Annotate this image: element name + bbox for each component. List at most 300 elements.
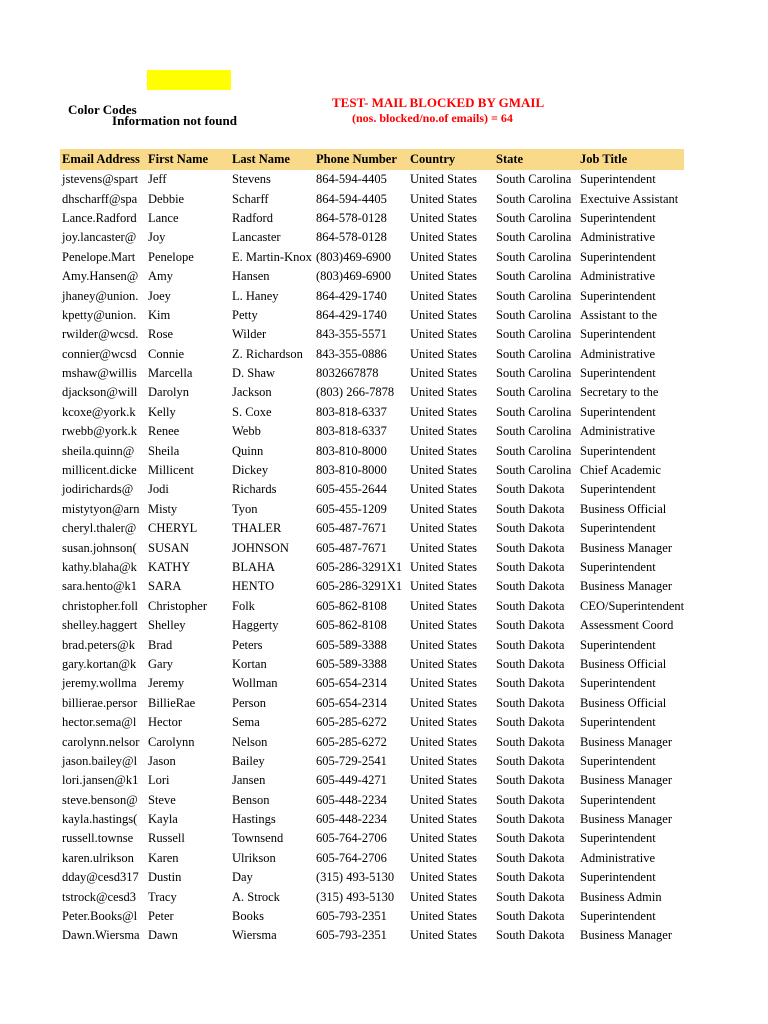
first-name-cell[interactable]: Jeremy	[148, 676, 185, 691]
country-cell[interactable]: United States	[410, 482, 478, 497]
last-name-cell[interactable]: Lancaster	[232, 230, 281, 245]
job-title-cell[interactable]: Business Manager	[580, 928, 672, 943]
last-name-cell[interactable]: Z. Richardson	[232, 346, 303, 361]
email-cell[interactable]: jstevens@spart	[62, 172, 139, 187]
header-first-name[interactable]: First Name	[146, 149, 230, 170]
first-name-cell[interactable]: KATHY	[148, 560, 191, 574]
country-cell[interactable]: United States	[410, 909, 478, 924]
phone-cell[interactable]: 605-764-2706	[316, 850, 387, 865]
last-name-cell[interactable]: Quinn	[232, 443, 264, 458]
table-row	[60, 577, 684, 596]
state-cell[interactable]: South Dakota	[496, 831, 565, 846]
phone-cell[interactable]: (315) 493-5130	[316, 889, 395, 904]
email-cell[interactable]: dhscharff@spa	[62, 191, 138, 206]
contacts-table	[60, 149, 684, 946]
country-cell[interactable]: United States	[410, 695, 478, 710]
phone-cell[interactable]: (803) 266-7878	[316, 385, 395, 400]
email-cell[interactable]: jeremy.wollma	[62, 676, 137, 691]
email-cell[interactable]: hector.sema@l	[62, 715, 137, 730]
state-cell[interactable]: South Dakota	[496, 870, 565, 885]
email-cell[interactable]: cheryl.thaler@	[62, 521, 137, 536]
state-cell[interactable]: South Dakota	[496, 734, 565, 749]
job-title-cell[interactable]: Administrative	[580, 346, 655, 361]
first-name-cell[interactable]: SUSAN	[148, 540, 189, 555]
last-name-cell[interactable]: Tyon	[232, 501, 258, 516]
phone-cell[interactable]: 605-448-2234	[316, 792, 387, 807]
header-email[interactable]: Email Address	[60, 149, 146, 170]
country-cell[interactable]: United States	[410, 598, 478, 613]
job-title-cell[interactable]: Business Official	[580, 695, 667, 710]
email-cell[interactable]: connier@wcsd	[62, 346, 137, 361]
state-cell[interactable]: South Dakota	[496, 715, 565, 730]
first-name-cell[interactable]: Rose	[148, 327, 173, 342]
job-title-cell[interactable]: Superintendent	[580, 327, 656, 342]
email-cell[interactable]: gary.kortan@k	[62, 656, 137, 671]
last-name-cell[interactable]: Nelson	[232, 734, 268, 749]
phone-cell[interactable]: (803)469-6900	[316, 249, 391, 264]
email-cell[interactable]: sara.hento@k1	[62, 579, 138, 594]
state-cell[interactable]: South Carolina	[496, 327, 572, 342]
last-name-cell[interactable]: HENTO	[232, 579, 275, 594]
table-row	[60, 926, 684, 945]
table-row	[60, 674, 684, 693]
first-name-cell[interactable]: Hector	[148, 715, 183, 730]
job-title-cell[interactable]: Secretary to the	[580, 385, 659, 400]
email-cell[interactable]: christopher.foll	[62, 598, 139, 613]
last-name-cell[interactable]: Scharff	[232, 191, 269, 206]
state-cell[interactable]: South Carolina	[496, 249, 572, 264]
job-title-cell[interactable]: CEO/Superintendent	[580, 598, 685, 613]
last-name-cell[interactable]: D. Shaw	[232, 366, 276, 381]
country-cell[interactable]: United States	[410, 327, 478, 342]
last-name-cell[interactable]: Peters	[232, 637, 263, 652]
last-name-cell[interactable]: S. Coxe	[232, 404, 272, 419]
email-cell[interactable]: kathy.blaha@k	[62, 560, 137, 574]
email-cell[interactable]: Penelope.Mart	[62, 249, 136, 264]
job-title-cell[interactable]: Business Manager	[580, 579, 672, 594]
last-name-cell[interactable]: Wiersma	[232, 928, 277, 943]
first-name-cell[interactable]: Russell	[148, 831, 185, 846]
last-name-cell[interactable]: Richards	[232, 482, 277, 497]
job-title-cell[interactable]: Chief Academic	[580, 463, 661, 478]
email-cell[interactable]: jason.bailey@l	[62, 753, 138, 768]
email-cell[interactable]: carolynn.nelsor	[62, 734, 140, 749]
phone-cell[interactable]: 605-862-8108	[316, 618, 387, 633]
job-title-cell[interactable]: Business Official	[580, 501, 667, 516]
job-title-cell[interactable]: Superintendent	[580, 288, 656, 303]
phone-cell[interactable]: 605-487-7671	[316, 540, 387, 555]
state-cell[interactable]: South Carolina	[496, 366, 572, 381]
country-cell[interactable]: United States	[410, 637, 478, 652]
phone-cell[interactable]: 605-286-3291X1	[316, 560, 403, 574]
email-cell[interactable]: millicent.dicke	[62, 463, 137, 478]
job-title-cell[interactable]: Superintendent	[580, 715, 656, 730]
table-row	[60, 500, 684, 519]
first-name-cell[interactable]: Debbie	[148, 191, 185, 206]
job-title-cell[interactable]: Superintendent	[580, 210, 656, 225]
state-cell[interactable]: South Carolina	[496, 346, 572, 361]
phone-cell[interactable]: 843-355-0886	[316, 346, 387, 361]
header-country[interactable]: Country	[408, 149, 494, 170]
first-name-cell[interactable]: Darolyn	[148, 385, 189, 400]
last-name-cell[interactable]: L. Haney	[232, 288, 279, 303]
phone-cell[interactable]: 605-589-3388	[316, 656, 387, 671]
last-name-cell[interactable]: Ulrikson	[232, 850, 276, 865]
last-name-cell[interactable]: Benson	[232, 792, 270, 807]
first-name-cell[interactable]: Kelly	[148, 404, 176, 419]
state-cell[interactable]: South Dakota	[496, 579, 565, 594]
job-title-cell[interactable]: Business Manager	[580, 773, 672, 788]
state-cell[interactable]: South Dakota	[496, 792, 565, 807]
last-name-cell[interactable]: Townsend	[232, 831, 284, 846]
country-cell[interactable]: United States	[410, 773, 478, 788]
job-title-cell[interactable]: Superintendent	[580, 909, 656, 924]
email-cell[interactable]: russell.townse	[62, 831, 134, 846]
phone-cell[interactable]: 605-285-6272	[316, 734, 387, 749]
phone-cell[interactable]: 864-594-4405	[316, 191, 387, 206]
state-cell[interactable]: South Carolina	[496, 269, 572, 284]
email-cell[interactable]: tstrock@cesd3	[62, 889, 136, 904]
country-cell[interactable]: United States	[410, 404, 478, 419]
header-last-name[interactable]: Last Name	[230, 149, 314, 170]
country-cell[interactable]: United States	[410, 889, 478, 904]
country-cell[interactable]: United States	[410, 540, 478, 555]
job-title-cell[interactable]: Business Manager	[580, 540, 672, 555]
state-cell[interactable]: South Dakota	[496, 753, 565, 768]
first-name-cell[interactable]: Dustin	[148, 870, 182, 885]
table-row	[60, 480, 684, 499]
first-name-cell[interactable]: SARA	[148, 579, 182, 594]
phone-cell[interactable]: 605-449-4271	[316, 773, 387, 788]
state-cell[interactable]: South Carolina	[496, 404, 572, 419]
state-cell[interactable]: South Dakota	[496, 501, 565, 516]
phone-cell[interactable]: 605-764-2706	[316, 831, 387, 846]
first-name-cell[interactable]: Karen	[148, 850, 179, 865]
country-cell[interactable]: United States	[410, 346, 478, 361]
header-job-title[interactable]: Job Title	[578, 149, 684, 170]
country-cell[interactable]: United States	[410, 307, 478, 322]
phone-cell[interactable]: 803-818-6337	[316, 424, 387, 439]
first-name-cell[interactable]: Joy	[148, 230, 166, 245]
country-cell[interactable]: United States	[410, 560, 478, 574]
first-name-cell[interactable]: Jodi	[148, 482, 169, 497]
job-title-cell[interactable]: Business Official	[580, 656, 667, 671]
phone-cell[interactable]: (315) 493-5130	[316, 870, 395, 885]
job-title-cell[interactable]: Superintendent	[580, 249, 656, 264]
state-cell[interactable]: South Dakota	[496, 521, 565, 536]
last-name-cell[interactable]: Petty	[232, 307, 258, 322]
state-cell[interactable]: South Carolina	[496, 463, 572, 478]
header-state[interactable]: State	[494, 149, 578, 170]
country-cell[interactable]: United States	[410, 676, 478, 691]
last-name-cell[interactable]: Hastings	[232, 812, 276, 827]
phone-cell[interactable]: 605-862-8108	[316, 598, 387, 613]
table-row	[60, 635, 684, 654]
phone-cell[interactable]: 803-810-8000	[316, 443, 387, 458]
job-title-cell[interactable]: Assistant to the	[580, 307, 658, 322]
last-name-cell[interactable]: Jackson	[232, 385, 272, 400]
country-cell[interactable]: United States	[410, 734, 478, 749]
table-row	[60, 713, 684, 732]
first-name-cell[interactable]: Lance	[148, 210, 179, 225]
email-cell[interactable]: Peter.Books@l	[62, 909, 138, 924]
phone-cell[interactable]: 605-654-2314	[316, 676, 387, 691]
email-cell[interactable]: lori.jansen@k1	[62, 773, 139, 788]
state-cell[interactable]: South Dakota	[496, 889, 565, 904]
country-cell[interactable]: United States	[410, 812, 478, 827]
phone-cell[interactable]: 605-286-3291X1	[316, 579, 403, 594]
job-title-cell[interactable]: Superintendent	[580, 792, 656, 807]
phone-cell[interactable]: (803)469-6900	[316, 269, 391, 284]
last-name-cell[interactable]: Kortan	[232, 656, 267, 671]
country-cell[interactable]: United States	[410, 521, 478, 536]
phone-cell[interactable]: 864-594-4405	[316, 172, 387, 187]
email-cell[interactable]: rwilder@wcsd.	[62, 327, 139, 342]
email-cell[interactable]: susan.johnson(	[62, 540, 137, 555]
first-name-cell[interactable]: Joey	[148, 288, 171, 303]
first-name-cell[interactable]: Renee	[148, 424, 180, 439]
last-name-cell[interactable]: THALER	[232, 521, 282, 536]
state-cell[interactable]: South Dakota	[496, 695, 565, 710]
email-cell[interactable]: joy.lancaster@	[62, 230, 137, 245]
country-cell[interactable]: United States	[410, 230, 478, 245]
last-name-cell[interactable]: Books	[232, 909, 264, 924]
email-cell[interactable]: kayla.hastings(	[62, 812, 138, 827]
state-cell[interactable]: South Dakota	[496, 482, 565, 497]
email-cell[interactable]: kcoxe@york.k	[62, 404, 136, 419]
state-cell[interactable]: South Carolina	[496, 210, 572, 225]
phone-cell[interactable]: 803-810-8000	[316, 463, 387, 478]
state-cell[interactable]: South Carolina	[496, 172, 572, 187]
last-name-cell[interactable]: E. Martin-Knox	[232, 249, 312, 264]
job-title-cell[interactable]: Business Manager	[580, 734, 672, 749]
last-name-cell[interactable]: Dickey	[232, 463, 269, 478]
country-cell[interactable]: United States	[410, 579, 478, 594]
job-title-cell[interactable]: Superintendent	[580, 676, 656, 691]
country-cell[interactable]: United States	[410, 443, 478, 458]
first-name-cell[interactable]: Jeff	[148, 172, 167, 187]
job-title-cell[interactable]: Administrative	[580, 850, 655, 865]
last-name-cell[interactable]: Radford	[232, 210, 273, 225]
job-title-cell[interactable]: Superintendent	[580, 560, 656, 574]
phone-cell[interactable]: 864-578-0128	[316, 210, 387, 225]
state-cell[interactable]: South Carolina	[496, 443, 572, 458]
country-cell[interactable]: United States	[410, 172, 478, 187]
job-title-cell[interactable]: Superintendent	[580, 831, 656, 846]
country-cell[interactable]: United States	[410, 656, 478, 671]
last-name-cell[interactable]: Day	[232, 870, 253, 885]
last-name-cell[interactable]: Haggerty	[232, 618, 279, 633]
state-cell[interactable]: South Dakota	[496, 773, 565, 788]
job-title-cell[interactable]: Administrative	[580, 424, 655, 439]
phone-cell[interactable]: 605-448-2234	[316, 812, 387, 827]
state-cell[interactable]: South Dakota	[496, 850, 565, 865]
country-cell[interactable]: United States	[410, 210, 478, 225]
state-cell[interactable]: South Dakota	[496, 560, 565, 574]
phone-cell[interactable]: 864-429-1740	[316, 307, 387, 322]
phone-cell[interactable]: 864-429-1740	[316, 288, 387, 303]
email-cell[interactable]: dday@cesd317	[62, 870, 139, 885]
first-name-cell[interactable]: Brad	[148, 637, 173, 652]
job-title-cell[interactable]: Business Admin	[580, 889, 662, 904]
first-name-cell[interactable]: Tracy	[148, 889, 177, 904]
email-cell[interactable]: mshaw@willis	[62, 366, 137, 381]
email-cell[interactable]: jhaney@union.	[62, 288, 139, 303]
country-cell[interactable]: United States	[410, 366, 478, 381]
state-cell[interactable]: South Dakota	[496, 637, 565, 652]
phone-cell[interactable]: 843-355-5571	[316, 327, 387, 342]
country-cell[interactable]: United States	[410, 385, 478, 400]
country-cell[interactable]: United States	[410, 831, 478, 846]
first-name-cell[interactable]: Marcella	[148, 366, 193, 381]
header-phone[interactable]: Phone Number	[314, 149, 408, 170]
first-name-cell[interactable]: Penelope	[148, 249, 194, 264]
state-cell[interactable]: South Dakota	[496, 812, 565, 827]
phone-cell[interactable]: 803-818-6337	[316, 404, 387, 419]
table-row	[60, 829, 684, 848]
last-name-cell[interactable]: Folk	[232, 598, 255, 613]
phone-cell[interactable]: 605-455-2644	[316, 482, 387, 497]
country-cell[interactable]: United States	[410, 269, 478, 284]
state-cell[interactable]: South Dakota	[496, 909, 565, 924]
first-name-cell[interactable]: Carolynn	[148, 734, 195, 749]
phone-cell[interactable]: 605-455-1209	[316, 501, 387, 516]
first-name-cell[interactable]: Dawn	[148, 928, 178, 943]
phone-cell[interactable]: 605-729-2541	[316, 753, 387, 768]
notice-subtitle: (nos. blocked/no.of emails) = 64	[352, 111, 513, 125]
job-title-cell[interactable]: Superintendent	[580, 753, 656, 768]
first-name-cell[interactable]: Gary	[148, 656, 173, 671]
state-cell[interactable]: South Carolina	[496, 288, 572, 303]
last-name-cell[interactable]: Stevens	[232, 172, 271, 187]
state-cell[interactable]: South Carolina	[496, 307, 572, 322]
first-name-cell[interactable]: Shelley	[148, 618, 186, 633]
last-name-cell[interactable]: A. Strock	[232, 889, 280, 904]
email-cell[interactable]: Dawn.Wiersma	[62, 928, 140, 943]
email-cell[interactable]: billierae.persor	[62, 695, 138, 710]
first-name-cell[interactable]: Kayla	[148, 812, 178, 827]
email-cell[interactable]: karen.ulrikson	[62, 850, 134, 865]
phone-cell[interactable]: 864-578-0128	[316, 230, 387, 245]
last-name-cell[interactable]: JOHNSON	[232, 540, 289, 555]
state-cell[interactable]: South Dakota	[496, 656, 565, 671]
country-cell[interactable]: United States	[410, 288, 478, 303]
first-name-cell[interactable]: Christopher	[148, 598, 208, 613]
email-cell[interactable]: djackson@will	[62, 385, 138, 400]
first-name-cell[interactable]: Steve	[148, 792, 176, 807]
phone-cell[interactable]: 605-793-2351	[316, 909, 387, 924]
state-cell[interactable]: South Dakota	[496, 676, 565, 691]
first-name-cell[interactable]: Connie	[148, 346, 185, 361]
email-cell[interactable]: Amy.Hansen@	[62, 269, 139, 284]
country-cell[interactable]: United States	[410, 870, 478, 885]
state-cell[interactable]: South Dakota	[496, 928, 565, 943]
state-cell[interactable]: South Carolina	[496, 424, 572, 439]
state-cell[interactable]: South Dakota	[496, 598, 565, 613]
last-name-cell[interactable]: Wollman	[232, 676, 278, 691]
phone-cell[interactable]: 8032667878	[316, 366, 379, 381]
first-name-cell[interactable]: BillieRae	[148, 695, 196, 710]
email-cell[interactable]: kpetty@union.	[62, 307, 137, 322]
table-row	[60, 887, 684, 906]
first-name-cell[interactable]: Kim	[148, 307, 171, 322]
first-name-cell[interactable]: Amy	[148, 269, 173, 284]
country-cell[interactable]: United States	[410, 792, 478, 807]
email-cell[interactable]: rwebb@york.k	[62, 424, 138, 439]
last-name-cell[interactable]: Wilder	[232, 327, 267, 342]
country-cell[interactable]: United States	[410, 501, 478, 516]
job-title-cell[interactable]: Superintendent	[580, 366, 656, 381]
state-cell[interactable]: South Dakota	[496, 540, 565, 555]
last-name-cell[interactable]: Bailey	[232, 753, 265, 768]
last-name-cell[interactable]: Jansen	[232, 773, 266, 788]
country-cell[interactable]: United States	[410, 850, 478, 865]
email-cell[interactable]: shelley.haggert	[62, 618, 138, 633]
job-title-cell[interactable]: Superintendent	[580, 637, 656, 652]
country-cell[interactable]: United States	[410, 249, 478, 264]
last-name-cell[interactable]: Person	[232, 695, 267, 710]
job-title-cell[interactable]: Superintendent	[580, 404, 656, 419]
phone-cell[interactable]: 605-654-2314	[316, 695, 387, 710]
job-title-cell[interactable]: Business Manager	[580, 812, 672, 827]
job-title-cell[interactable]: Assessment Coord	[580, 618, 674, 633]
email-cell[interactable]: Lance.Radford	[62, 210, 137, 225]
first-name-cell[interactable]: Peter	[148, 909, 174, 924]
country-cell[interactable]: United States	[410, 463, 478, 478]
job-title-cell[interactable]: Superintendent	[580, 870, 656, 885]
first-name-cell[interactable]: Lori	[148, 773, 170, 788]
country-cell[interactable]: United States	[410, 715, 478, 730]
email-cell[interactable]: mistytyon@arn	[62, 501, 140, 516]
job-title-cell[interactable]: Exectuive Assistant	[580, 191, 679, 206]
email-cell[interactable]: jodirichards@	[62, 482, 134, 497]
state-cell[interactable]: South Carolina	[496, 385, 572, 400]
phone-cell[interactable]: 605-793-2351	[316, 928, 387, 943]
email-cell[interactable]: sheila.quinn@	[62, 443, 135, 458]
job-title-cell[interactable]: Superintendent	[580, 172, 656, 187]
email-cell[interactable]: brad.peters@k	[62, 637, 135, 652]
first-name-cell[interactable]: Sheila	[148, 443, 180, 458]
first-name-cell[interactable]: Jason	[148, 753, 176, 768]
last-name-cell[interactable]: Sema	[232, 715, 260, 730]
country-cell[interactable]: United States	[410, 928, 478, 943]
country-cell[interactable]: United States	[410, 753, 478, 768]
first-name-cell[interactable]: Misty	[148, 501, 178, 516]
table-row	[60, 791, 684, 810]
state-cell[interactable]: South Carolina	[496, 230, 572, 245]
last-name-cell[interactable]: Hansen	[232, 269, 270, 284]
email-cell[interactable]: steve.benson@	[62, 792, 138, 807]
job-title-cell[interactable]: Administrative	[580, 269, 655, 284]
country-cell[interactable]: United States	[410, 191, 478, 206]
state-cell[interactable]: South Carolina	[496, 191, 572, 206]
last-name-cell[interactable]: Webb	[232, 424, 261, 439]
job-title-cell[interactable]: Superintendent	[580, 521, 656, 536]
phone-cell[interactable]: 605-589-3388	[316, 637, 387, 652]
job-title-cell[interactable]: Superintendent	[580, 482, 656, 497]
phone-cell[interactable]: 605-487-7671	[316, 521, 387, 536]
phone-cell[interactable]: 605-285-6272	[316, 715, 387, 730]
table-row	[60, 228, 684, 247]
first-name-cell[interactable]: Millicent	[148, 463, 194, 478]
country-cell[interactable]: United States	[410, 424, 478, 439]
state-cell[interactable]: South Dakota	[496, 618, 565, 633]
job-title-cell[interactable]: Superintendent	[580, 443, 656, 458]
last-name-cell[interactable]: BLAHA	[232, 560, 276, 574]
job-title-cell[interactable]: Administrative	[580, 230, 655, 245]
country-cell[interactable]: United States	[410, 618, 478, 633]
first-name-cell[interactable]: CHERYL	[148, 521, 198, 536]
